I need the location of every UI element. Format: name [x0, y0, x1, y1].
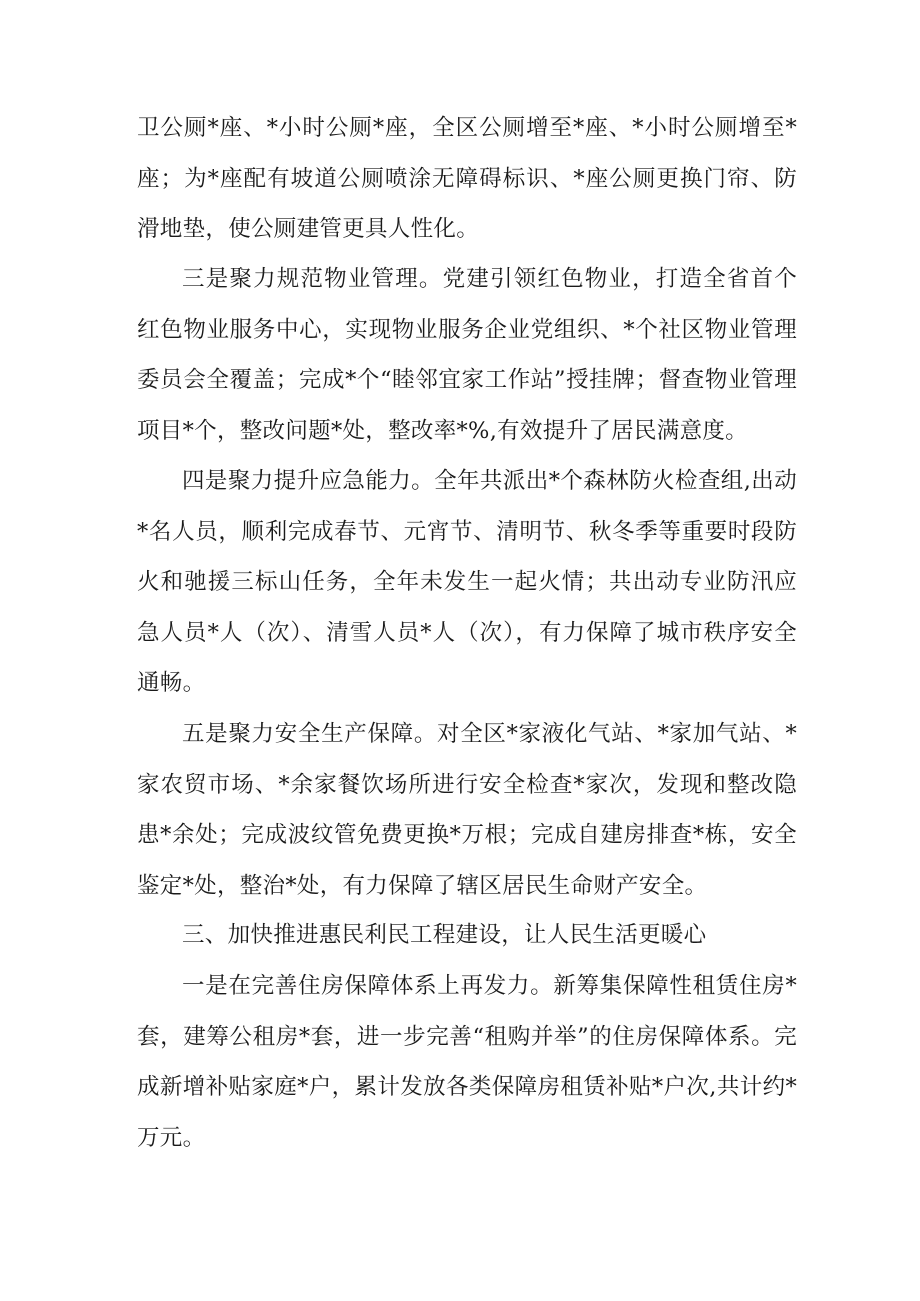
- paragraph-housing-security: 一是在完善住房保障体系上再发力。新筹集保障性租赁住房*套，建筹公租房*套，进一步完善“租购并举”的住房保障体系。完成新增补贴家庭*户，累计发放各类保障房租赁补贴*户次,共计约*万元。: [137, 973, 797, 1151]
- paragraph-emergency-capacity: 四是聚力提升应急能力。全年共派出*个森林防火检查组,出动*名人员，顺利完成春节、元宵节、清明节、秋冬季等重要时段防火和驰援三标山任务，全年未发生一起火情；共出动专业防汛应急人员*人（次）、清雪人员*人（次），有力保障了城市秩序安全通畅。: [137, 468, 797, 696]
- paragraph-safety-production: 五是聚力安全生产保障。对全区*家液化气站、*家加气站、*家农贸市场、*余家餐饮场所进行安全检查*家次，发现和整改隐患*余处；完成波纹管免费更换*万根；完成自建房排查*栋，安全鉴定*处，整治*处，有力保障了辖区居民生命财产安全。: [137, 721, 797, 899]
- paragraph-public-toilets: 卫公厕*座、*小时公厕*座，全区公厕增至*座、*小时公厕增至*座；为*座配有坡道公厕喷涂无障碍标识、*座公厕更换门帘、防滑地垫，使公厕建管更具人性化。: [137, 115, 797, 242]
- paragraph-property-management: 三是聚力规范物业管理。党建引领红色物业，打造全省首个红色物业服务中心，实现物业服务企业党组织、*个社区物业管理委员会全覆盖；完成*个“睦邻宜家工作站”授挂牌；督查物业管理项目*个，整改问题*处，整改率*%,有效提升了居民满意度。: [137, 266, 797, 444]
- section-heading: 三、加快推进惠民利民工程建设，让人民生活更暖心: [182, 922, 707, 948]
